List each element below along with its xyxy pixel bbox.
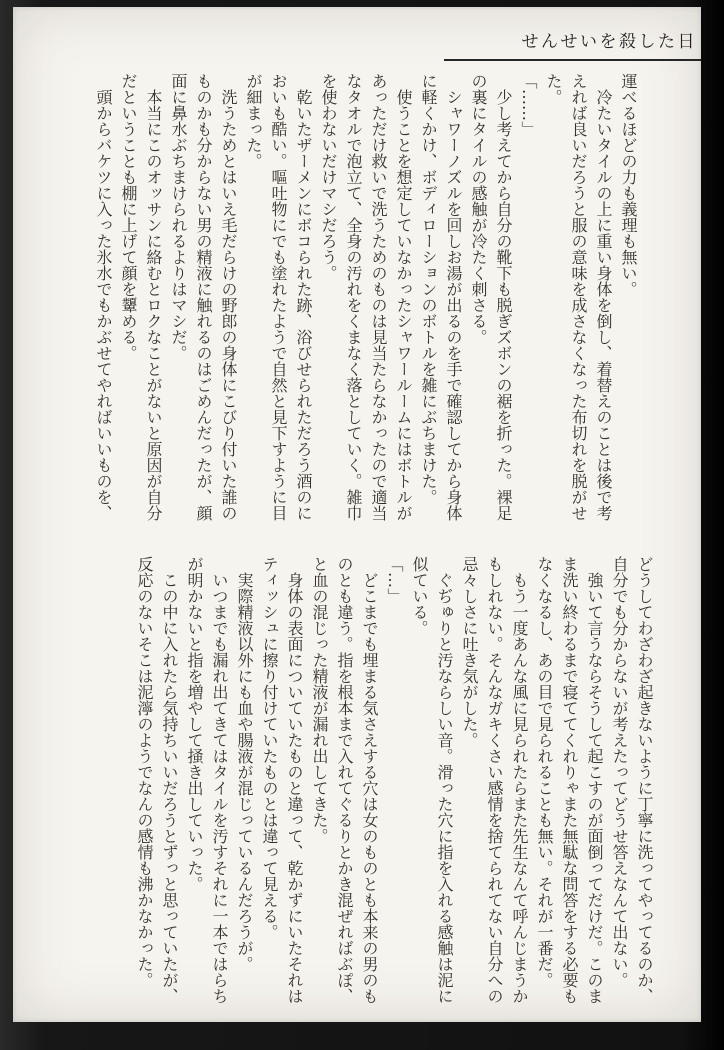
paragraph: 乾いたザーメンにボコられた跡、浴びせられただろう酒のにおいも酷い。嘔吐物にでも塗れたようで自然と見下すように目が細まった。 — [244, 73, 313, 521]
book-page — [13, 7, 701, 1022]
paragraph: 身体の表面についていたものと違って、乾かずにいたそれはティッシュに擦り付けていたものとは違って見える。 — [260, 556, 304, 1004]
paragraph: 強いて言うならそうして起こすのが面倒ってだけだ。このまま洗い終わるまで寝ててくれりゃまた無駄な問答をする必要もなくなるし、あの目で見られることも無い。それが一番だ。 — [535, 556, 604, 1004]
paragraph: 本当にこのオッサンに絡むとロクなことがないと原因が自分だということも棚に上げて顔を顰める。 — [119, 73, 163, 521]
paragraph: 「……」 — [519, 73, 538, 137]
paragraph: 「…」 — [385, 556, 404, 604]
paragraph: もう一度あんな風に見られたらまた先生なんて呼んじまうかもしれない。そんなガキくさい感情を捨てられてない自分への忌々しさに吐き気がした。 — [460, 556, 529, 1004]
paragraph: いつまでも漏れ出てきてはタイルを汚すそれに一本ではらちが明かないと指を増やして掻き出していった。 — [185, 556, 229, 1004]
text-block-bottom — [122, 556, 657, 1012]
paragraph: 頭からバケツに入った氷水でもかぶせてやればいいものを、 — [94, 73, 113, 521]
paragraph: 少し考えてから自分の靴下も脱ぎズボンの裾を折った。裸足の裏にタイルの感触が冷たく刺さる。 — [469, 73, 513, 521]
paragraph: 冷たいタイルの上に重い身体を倒し、着替えのことは後で考えれば良いだろうと服の意味を成さなくなった布切れを脱がせた。 — [544, 73, 613, 521]
paragraph: 洗うためとはいえ毛だらけの野郎の身体にこびり付いた誰のものかも分からない男の精液に触れるのはごめんだったが、顔面に鼻水ぶちまけられるよりはマシだ。 — [169, 73, 238, 521]
paragraph: 使うことを想定していなかったシャワールームにはボトルがあっただけ救いで洗うためのものは見当たらなかったので適当なタオルで泡立て、全身の汚れをくまなく落としていく。雑巾を使わないだけマシだろう。 — [319, 73, 413, 521]
text-block-top — [81, 73, 641, 529]
paragraph: シャワーノズルを回しお湯が出るのを手で確認してから身体に軽くかけ、ボディローションのボトルを雑にぶちまけた。 — [419, 73, 463, 521]
paragraph: どうしてわざわざ起きないように丁寧に洗ってやってるのか、自分でも分からないが考えたってどうせ答えなんて出ない。 — [610, 556, 654, 1004]
paragraph: ぐぢゅりと汚ならしい音。滑った穴に指を入れる感触は泥に似ている。 — [410, 556, 454, 1004]
paragraph: 実際精液以外にも血や腸液が混じっているんだろうが。 — [235, 556, 254, 972]
paragraph: この中に入れたら気持ちいいだろうとずっと思っていたが、反応のないそこは泥濘のようでなんの感情も沸かなかった。 — [135, 556, 179, 1004]
paragraph: どこまでも埋まる気さえする穴は女のものとも本来の男のものとも違う。指を根本まで入れてぐるりとかき混ぜればぶぽ、と血の混じった精液が漏れ出してきた。 — [310, 556, 379, 1004]
page-header-title: せんせいを殺した日 — [444, 27, 701, 61]
paragraph: 運べるほどの力も義理も無い。 — [619, 73, 638, 297]
